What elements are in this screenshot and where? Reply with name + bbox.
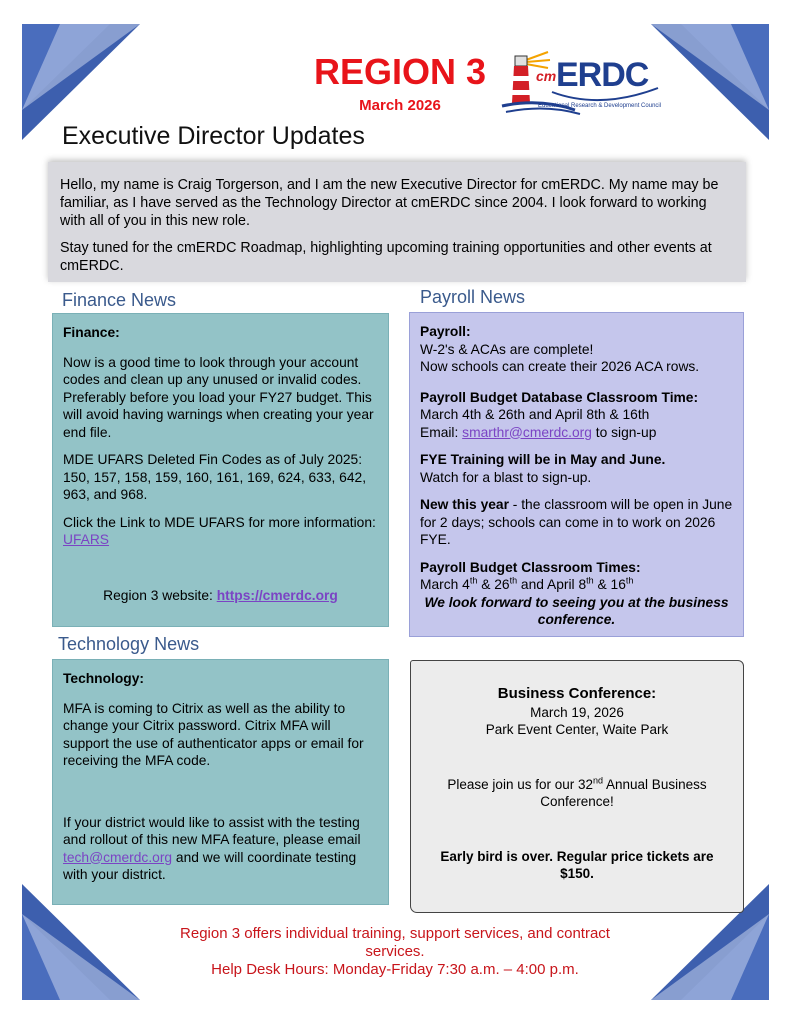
payroll-news-heading: Payroll News [420,287,526,307]
conference-place: Park Event Center, Waite Park [485,722,669,737]
classroom-times: March 4th & 26th and April 8th & 16th [420,575,634,592]
conference-price: Early bird is over. Regular price tickets are $150. [440,849,714,881]
ufars-link[interactable]: UFARS [63,532,109,547]
issue-date: March 2026 [359,97,441,114]
conference-title: Business Conference: [497,685,657,702]
conference-invite: Please join us for our 32nd Annual Business Conference! [447,775,707,809]
logo-wordmark: ERDC [556,56,649,94]
technology-news-heading: Technology News [58,634,200,654]
payroll-closing: We look forward to seeing you at the business conference. [424,594,729,627]
intro-paragraph-1: Hello, my name is Craig Torgerson, and I am the new Executive Director for cmERDC. My name may be familiar, as I have served as the Technology Director at cmERDC since 2004. I look forward to working with all of you in this new role. [60,177,719,229]
logo-prefix: cm [536,68,557,84]
finance-paragraph-2: MDE UFARS Deleted Fin Codes as of July 2025: 150, 157, 158, 159, 160, 161, 169, 624, 633, 642, 963, and 968. [63,452,367,502]
payroll-line-1: W-2's & ACAs are complete! [420,341,594,357]
finance-news-heading: Finance News [62,290,177,310]
region-website: Region 3 website: https://cmerdc.org [103,587,338,603]
footer-helpdesk-hours: Help Desk Hours: Monday-Friday 7:30 a.m. – 4:00 p.m. [211,961,579,978]
technology-paragraph-1: MFA is coming to Citrix as well as the ability to change your Citrix password. Citrix MFA will support the use of authenticator apps or email for receiving the MFA code. [63,700,364,768]
new-this-year: New this year - the classroom will be open in June for 2 days; schools can come in to work on 2026 FYE. [420,497,733,547]
intro-box [48,162,746,282]
payroll-box [409,312,744,637]
db-classroom-title: Payroll Budget Database Classroom Time: [420,389,699,405]
technology-paragraph-2: If your district would like to assist with the testing and rollout of this new MFA feature, please email tech@cmerdc.org and we will coordinate testing with your district. [63,814,361,882]
footer [150,925,640,979]
conference-date: March 19, 2026 [530,705,624,720]
classroom-times-title: Payroll Budget Classroom Times: [420,559,641,575]
fye-training-text: Watch for a blast to sign-up. [420,469,592,485]
finance-title: Finance: [63,325,120,340]
section-title: Executive Director Updates [62,122,365,150]
region-title: REGION 3 [313,51,487,92]
logo-tagline: Educational Research & Development Council [538,103,662,109]
payroll-title: Payroll: [420,324,471,339]
cmerdc-logo [500,48,670,120]
finance-paragraph-3: Click the Link to MDE UFARS for more information: UFARS [63,514,376,547]
tech-email-link[interactable]: tech@cmerdc.org [63,849,173,865]
finance-paragraph-1: Now is a good time to look through your account codes and clean up any unused or invalid codes. Preferably before you load your FY27 budget. This will avoid having warnings when creating your year end file. [63,354,374,440]
footer-services: Region 3 offers individual training, support services, and contract services. [180,925,610,960]
intro-paragraph-2: Stay tuned for the cmERDC Roadmap, highlighting upcoming training opportunities and other events at cmERDC. [60,240,712,274]
conference-box [410,660,744,913]
payroll-line-2: Now schools can create their 2026 ACA rows. [420,359,700,374]
technology-title: Technology: [63,671,144,686]
finance-box [52,313,389,627]
website-link[interactable]: https://cmerdc.org [216,587,338,603]
fye-training-title: FYE Training will be in May and June. [420,452,666,467]
db-classroom-email: Email: smarthr@cmerdc.org to sign-up [420,424,657,440]
db-classroom-dates: March 4th & 26th and April 8th & 16th [420,407,650,422]
technology-box [52,659,389,905]
smarthr-email-link[interactable]: smarthr@cmerdc.org [462,424,592,440]
